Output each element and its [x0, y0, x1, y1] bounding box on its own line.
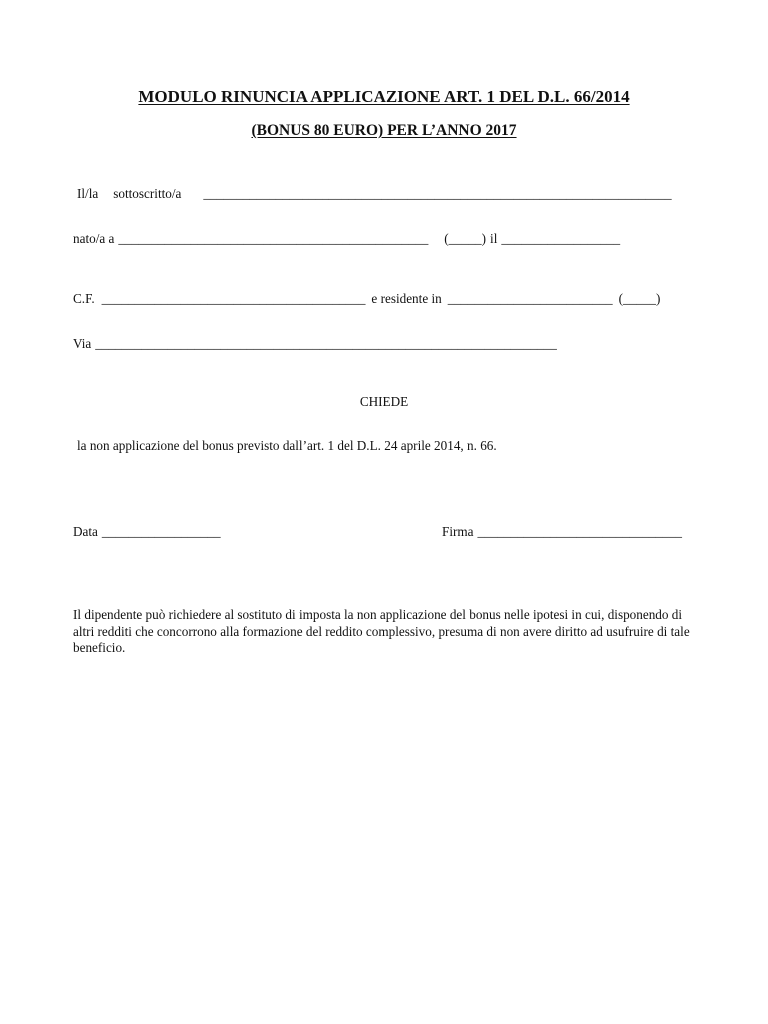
label-nato-a: nato/a a: [73, 231, 115, 246]
signature-field: [442, 524, 682, 540]
label-via: Via: [73, 336, 92, 351]
field-row-residence: [73, 291, 660, 307]
explanatory-note: Il dipendente può richiedere al sostituto di imposta la non applicazione del bonus nelle ipotesi in cui, disponendo di altri redditi che concorrono alla formazione del reddito complessivo, presuma di non avere diritto ad usufruire di tale beneficio.: [73, 607, 690, 655]
request-heading: CHIEDE: [359, 394, 409, 409]
residence-province-blank[interactable]: (_____): [618, 291, 661, 306]
label-residente-in: e residente in: [371, 291, 442, 306]
birth-province-blank[interactable]: (_____): [444, 231, 487, 246]
birthplace-blank[interactable]: _______________________________________________: [118, 231, 429, 246]
birthdate-blank[interactable]: __________________: [501, 231, 621, 246]
document-title: MODULO RINUNCIA APPLICAZIONE ART. 1 DEL D.L. 66/2014: [138, 87, 630, 106]
field-row-birth: [73, 231, 620, 247]
date-blank[interactable]: __________________: [101, 524, 221, 539]
label-data: Data: [73, 524, 98, 539]
tax-code-blank[interactable]: ________________________________________: [101, 291, 366, 306]
document-subtitle: (BONUS 80 EURO) PER L’ANNO 2017: [251, 122, 517, 139]
label-firma: Firma: [442, 524, 474, 539]
request-text: la non applicazione del bonus previsto dall’art. 1 del D.L. 24 aprile 2014, n. 66.: [77, 438, 497, 453]
date-field: [73, 524, 221, 540]
field-row-name: [77, 186, 672, 202]
street-blank[interactable]: ______________________________________________________________________: [95, 336, 557, 351]
signature-blank[interactable]: _______________________________: [477, 524, 682, 539]
field-row-street: [73, 336, 557, 352]
label-il-la: Il/la: [77, 186, 99, 201]
label-il: il: [490, 231, 498, 246]
label-cf: C.F.: [73, 291, 95, 306]
residence-city-blank[interactable]: _________________________: [447, 291, 613, 306]
name-blank[interactable]: _______________________________________________________________________: [203, 186, 672, 201]
label-sottoscritto: sottoscritto/a: [113, 186, 182, 201]
